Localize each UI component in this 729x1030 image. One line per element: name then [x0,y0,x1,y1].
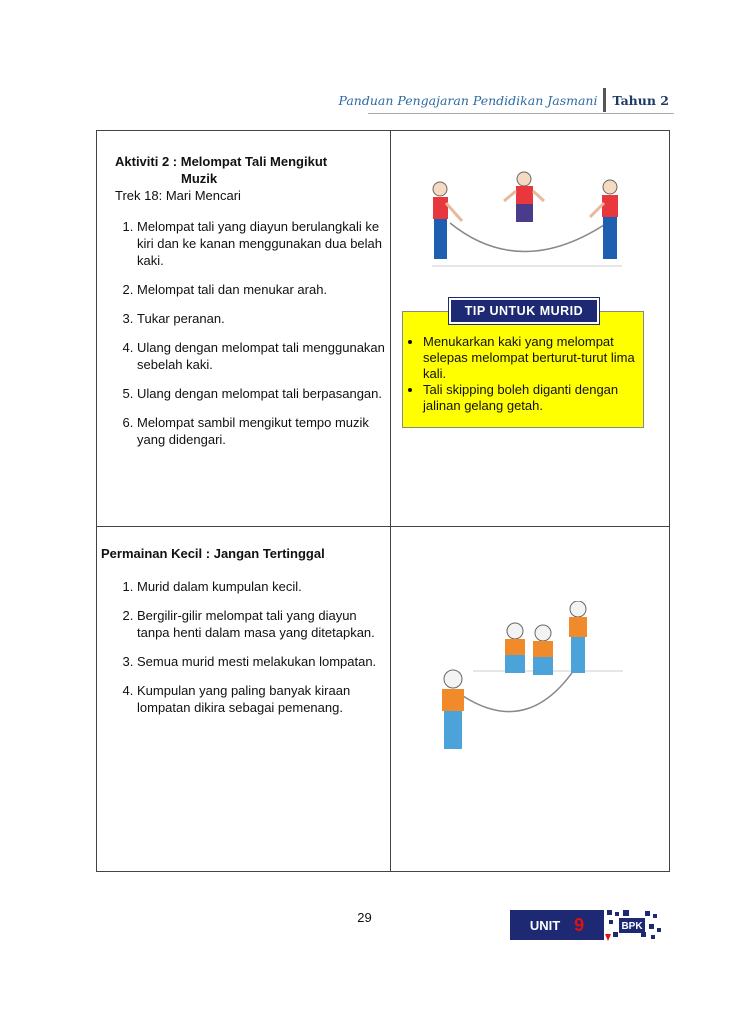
tip-label: TIP UNTUK MURID [449,298,599,324]
list-item: 6. Melompat sambil mengikut tempo muzik yang didengari. [137,414,385,448]
list-item: 4. Ulang dengan melompat tali menggunakan sebelah kaki. [137,339,385,373]
bpk-logo-text: BPK [621,921,643,932]
game-cell [101,545,386,728]
header-separator [603,88,606,112]
header-book-title: Panduan Pengajaran Pendidikan Jasmani [338,92,598,108]
table-row-divider [97,526,669,527]
list-item: 1. Melompat tali yang diayun berulangkali ke kiri dan ke kanan menggunakan dua belah kaki. [137,218,385,269]
header-rule [368,113,674,114]
rope-jumping-illustration [422,171,632,271]
list-item: 5. Ulang dengan melompat tali berpasangan. [137,385,385,402]
activity-title-line1: Aktiviti 2 : Melompat Tali Mengikut [115,154,328,169]
game-steps [101,578,386,716]
bpk-logo [605,908,663,942]
list-item: • Menukarkan kaki yang melompat selepas melompat berturut-turut lima kali. [423,334,643,382]
unit-label: UNIT [529,917,561,933]
list-item: 2. Melompat tali dan menukar arah. [137,281,385,298]
list-item: 4. Kumpulan yang paling banyak kiraan lompatan dikira sebagai pemenang. [137,682,386,716]
activity-table [96,130,670,872]
activity-cell [115,153,385,460]
page-header [338,88,669,112]
unit-number: 9 [574,914,585,935]
unit-badge [510,910,604,940]
activity-title [115,153,385,187]
game-title: Permainan Kecil : Jangan Tertinggal [101,546,325,561]
list-item: 3. Semua murid mesti melakukan lompatan. [137,653,386,670]
tip-list [403,334,643,414]
group-game-illustration [433,601,633,751]
table-column-divider [390,131,391,871]
activity-title-line2: Muzik [181,171,218,186]
tip-box [402,311,644,428]
page-number: 29 [357,910,372,925]
header-year: Tahun 2 [612,92,669,108]
list-item: 2. Bergilir-gilir melompat tali yang diayun tanpa henti dalam masa yang ditetapkan. [137,607,386,641]
activity-subtitle: Trek 18: Mari Mencari [115,188,241,203]
list-item: 1. Murid dalam kumpulan kecil. [137,578,386,595]
list-item: 3. Tukar peranan. [137,310,385,327]
activity-steps [115,218,385,448]
list-item: • Tali skipping boleh diganti dengan jalinan gelang getah. [423,382,643,414]
